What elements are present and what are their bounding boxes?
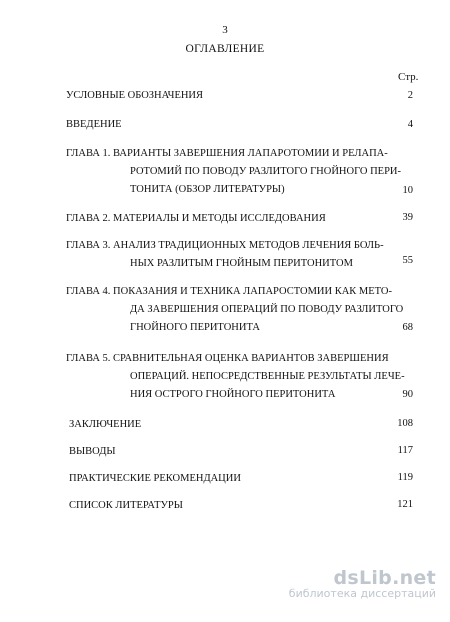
toc-entry-line: ДА ЗАВЕРШЕНИЯ ОПЕРАЦИЙ ПО ПОВОДУ РАЗЛИТОГО <box>130 304 404 315</box>
toc-entry-line: ГНОЙНОГО ПЕРИТОНИТА <box>130 322 260 333</box>
toc-entry-page: 108 <box>397 418 413 429</box>
toc-entry-page: 55 <box>402 255 413 266</box>
toc-entry-line: ВВЕДЕНИЕ <box>66 119 122 130</box>
toc-entry-page: 4 <box>407 119 413 130</box>
toc-entry-page: 68 <box>402 322 413 333</box>
toc-entry <box>69 497 183 515</box>
toc-entry-line: ГЛАВА 4. ПОКАЗАНИЯ И ТЕХНИКА ЛАПАРОСТОМИИ КАК МЕТО- <box>66 286 393 297</box>
toc-entry <box>69 470 241 488</box>
toc-entry <box>69 443 116 461</box>
toc-entry-page: 119 <box>397 472 413 483</box>
toc-entry <box>66 210 326 228</box>
toc-entry-page: 10 <box>402 185 413 196</box>
toc-entry <box>69 416 141 434</box>
page-number: 3 <box>222 24 228 36</box>
toc-entry-line: ГЛАВА 1. ВАРИАНТЫ ЗАВЕРШЕНИЯ ЛАПАРОТОМИИ И РЕЛАПА- <box>66 148 388 159</box>
watermark-logo: dsLib.net <box>333 567 436 589</box>
watermark-subtitle: библиотека диссертаций <box>288 587 436 600</box>
toc-entry <box>66 116 122 134</box>
toc-entry-page: 90 <box>402 389 413 400</box>
toc-entry-line: НЫХ РАЗЛИТЫМ ГНОЙНЫМ ПЕРИТОНИТОМ <box>130 258 353 269</box>
toc-entry <box>66 87 203 105</box>
toc-entry-line: ГЛАВА 2. МАТЕРИАЛЫ И МЕТОДЫ ИССЛЕДОВАНИЯ <box>66 213 326 224</box>
toc-entry-page: 121 <box>397 499 413 510</box>
toc-entry-line: ГЛАВА 5. СРАВНИТЕЛЬНАЯ ОЦЕНКА ВАРИАНТОВ ЗАВЕРШЕНИЯ <box>66 353 389 364</box>
toc-entry-line: ГЛАВА 3. АНАЛИЗ ТРАДИЦИОННЫХ МЕТОДОВ ЛЕЧЕНИЯ БОЛЬ- <box>66 240 384 251</box>
dslib-watermark <box>289 567 436 600</box>
toc-entry-line: ЗАКЛЮЧЕНИЕ <box>69 419 142 430</box>
toc-entry-line: ОПЕРАЦИЙ. НЕПОСРЕДСТВЕННЫЕ РЕЗУЛЬТАТЫ ЛЕЧЕ- <box>130 371 405 382</box>
toc-entry <box>66 237 384 273</box>
toc-entry-line: ВЫВОДЫ <box>69 446 116 457</box>
toc-entry <box>66 350 405 404</box>
toc-entry-line: УСЛОВНЫЕ ОБОЗНАЧЕНИЯ <box>66 90 204 101</box>
pages-column-header: Стр. <box>398 71 419 83</box>
toc-entry <box>66 145 401 199</box>
toc-title: ОГЛАВЛЕНИЕ <box>185 43 265 55</box>
toc-entry-page: 117 <box>397 445 413 456</box>
toc-entry <box>66 283 403 337</box>
toc-entry-line: РОТОМИЙ ПО ПОВОДУ РАЗЛИТОГО ГНОЙНОГО ПЕРИ- <box>130 166 402 177</box>
toc-entry-line: ПРАКТИЧЕСКИЕ РЕКОМЕНДАЦИИ <box>69 473 241 484</box>
toc-entry-page: 2 <box>407 90 413 101</box>
toc-entry-line: ТОНИТА (ОБЗОР ЛИТЕРАТУРЫ) <box>130 184 285 195</box>
toc-entry-line: СПИСОК ЛИТЕРАТУРЫ <box>69 500 183 511</box>
toc-entry-page: 39 <box>402 212 413 223</box>
toc-entry-line: НИЯ ОСТРОГО ГНОЙНОГО ПЕРИТОНИТА <box>130 389 336 400</box>
